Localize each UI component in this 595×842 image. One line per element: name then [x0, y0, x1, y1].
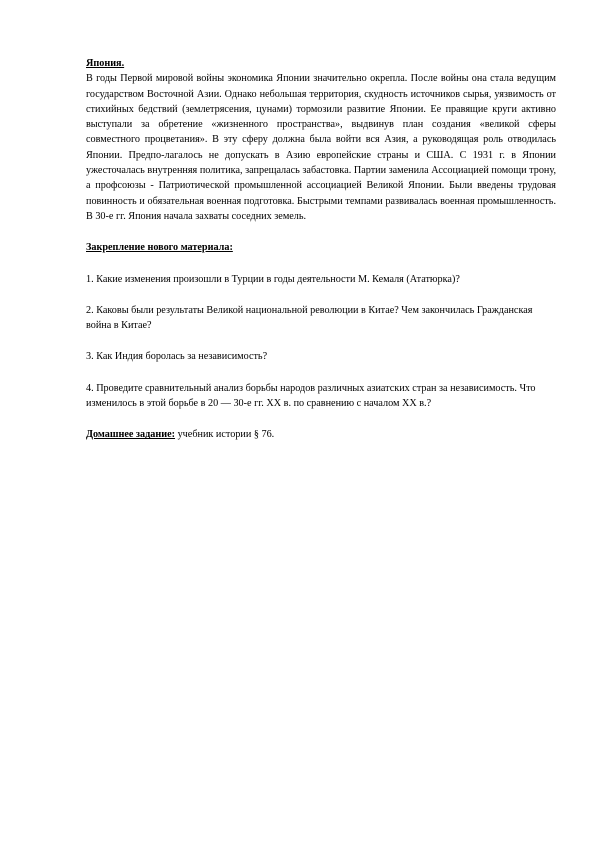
review-heading: Закрепление нового материала:	[86, 242, 233, 254]
section-title: Япония.	[86, 58, 125, 69]
question-item: 4. Проведите сравнительный анализ борьбы народов различных азиатских стран за независимость. Что изменилось в этой борьбе в 20 — 30-е гг. XX в. по сравнению с началом XX в.?	[86, 382, 536, 410]
homework-line	[86, 427, 556, 442]
document-page	[86, 56, 556, 443]
question-item: 3. Как Индия боролась за независимость?	[86, 351, 268, 363]
homework-label: Домашнее задание:	[86, 429, 176, 441]
question-item: 2. Каковы были результаты Великой национальной революции в Китае? Чем закончилась Гражданская война в Китае?	[86, 304, 533, 332]
question-item: 1. Какие изменения произошли в Турции в годы деятельности М. Кемаля (Ататюрка)?	[86, 273, 460, 285]
homework-text: учебник истории § 76.	[175, 429, 275, 441]
body-paragraph: В годы Первой мировой войны экономика Японии значительно окрепла. После войны она стала ведущим государством Восточной Азии. Однако небольшая территория, скудность источников сырья, уязвимость от стихийных бедствий (землетрясения, цунами) тормозили развитие Японии. Ее правящие круги активно выступали за обретение «жизненного пространства», выдвинув план создания «великой сферы совместного процветания». В эту сферу должна была войти вся Азия, а руководящая роль отводилась Японии. Предпо-лагалось не допускать в Азию европейские страны и США. С 1931 г. в Японии ужесточалась внутренняя политика, запрещалась забастовка. Партии заменила Ассоциацией помощи трону, а профсоюзы - Патриотической промышленной ассоциацией Великой Японии. Были введены трудовая повинность и обязательная военная подготовка. Быстрыми темпами развивалась военная промышленность. В 30-е гг. Япония начала захваты соседних земель.	[86, 73, 556, 222]
